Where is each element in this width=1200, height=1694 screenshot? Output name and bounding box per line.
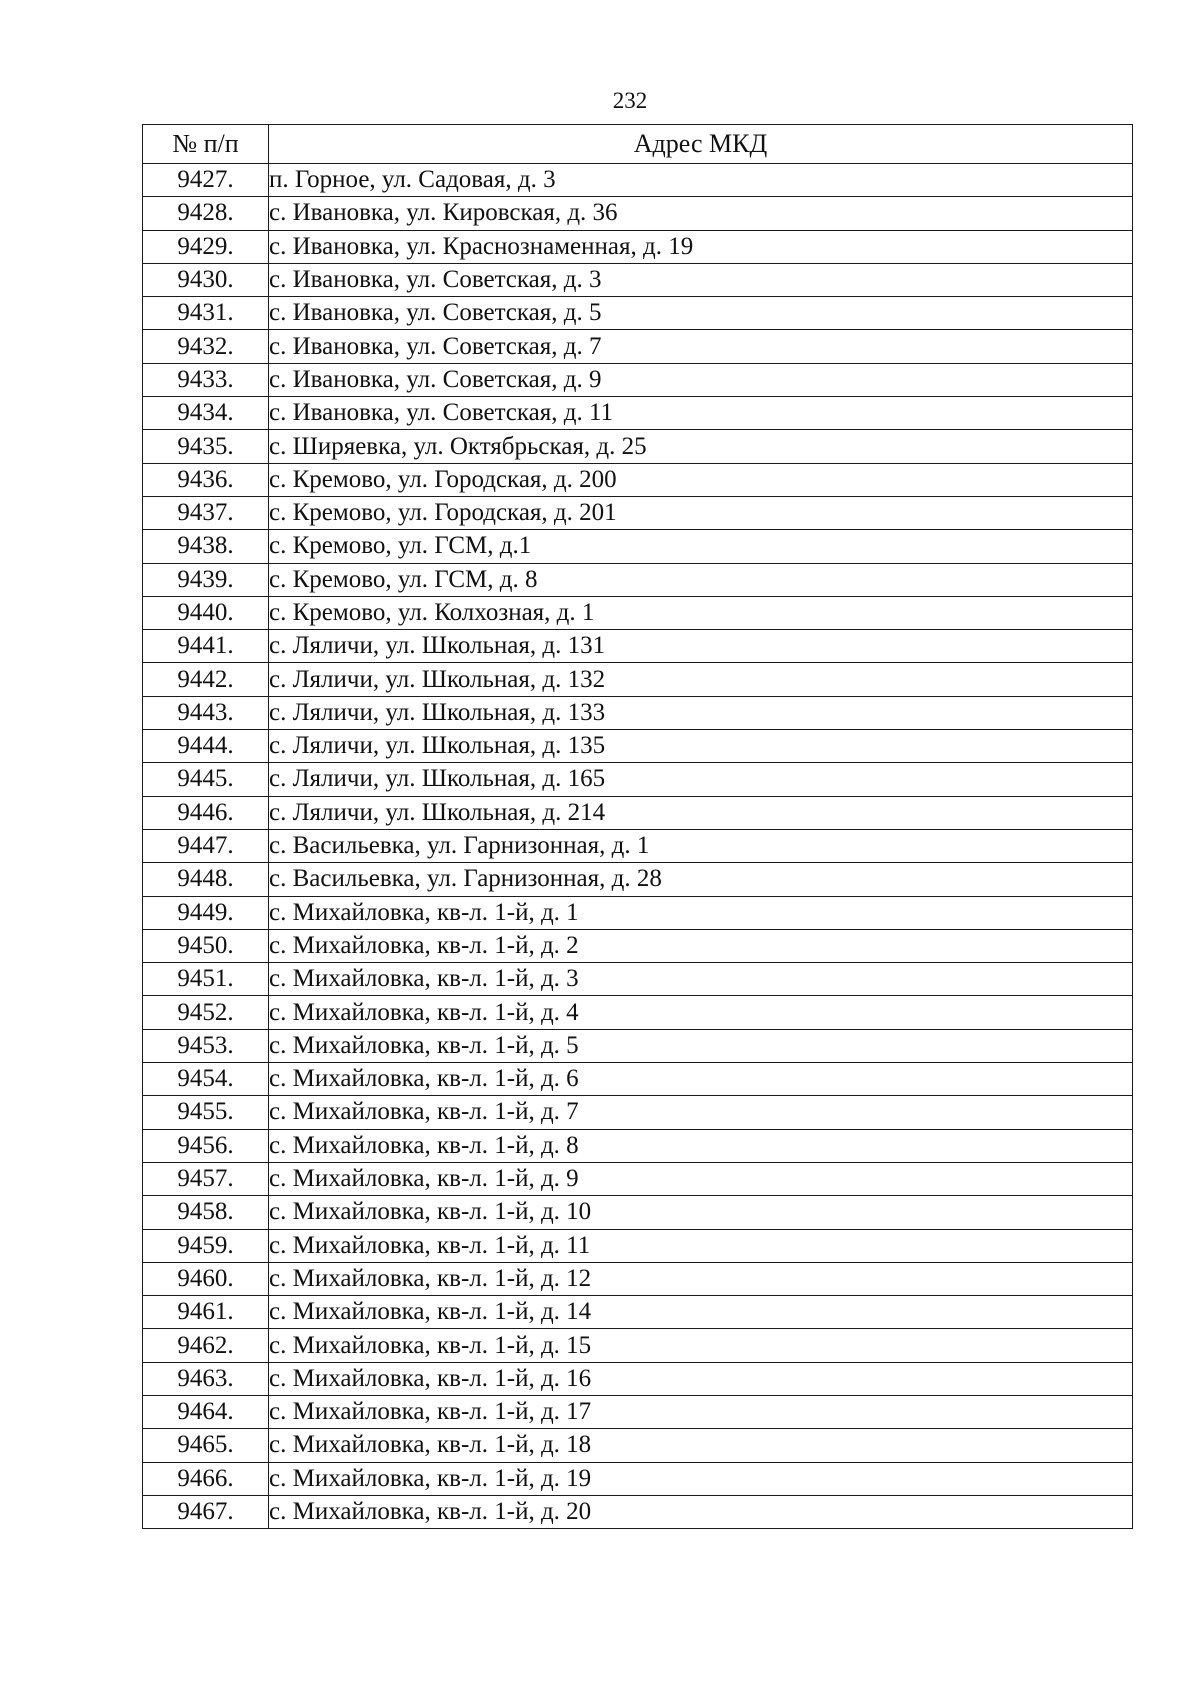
table-row [143, 496, 1133, 529]
row-address-cell: с. Михайловка, кв-л. 1-й, д. 17 [269, 1395, 1133, 1428]
row-address-cell: с. Кремово, ул. Городская, д. 201 [269, 496, 1133, 529]
row-number-cell: 9467. [143, 1495, 269, 1528]
row-number-cell: 9439. [143, 563, 269, 596]
row-address-cell: с. Ивановка, ул. Советская, д. 11 [269, 397, 1133, 430]
row-number-cell: 9427. [143, 164, 269, 197]
row-number-cell: 9442. [143, 663, 269, 696]
row-address-cell: с. Михайловка, кв-л. 1-й, д. 4 [269, 996, 1133, 1029]
row-number-cell: 9461. [143, 1296, 269, 1329]
row-number-cell: 9452. [143, 996, 269, 1029]
row-address-cell: с. Ивановка, ул. Советская, д. 5 [269, 297, 1133, 330]
header-row [143, 125, 1133, 164]
row-address-cell: с. Ляличи, ул. Школьная, д. 214 [269, 796, 1133, 829]
row-number-cell: 9443. [143, 696, 269, 729]
table-row [143, 430, 1133, 463]
table-row [143, 297, 1133, 330]
table-row [143, 929, 1133, 962]
row-number-cell: 9435. [143, 430, 269, 463]
row-address-cell: с. Кремово, ул. Городская, д. 200 [269, 463, 1133, 496]
table-row [143, 330, 1133, 363]
row-address-cell: с. Михайловка, кв-л. 1-й, д. 1 [269, 896, 1133, 929]
table-row [143, 1029, 1133, 1062]
row-number-cell: 9458. [143, 1196, 269, 1229]
table-row [143, 630, 1133, 663]
table-row [143, 1395, 1133, 1428]
row-number-cell: 9459. [143, 1229, 269, 1262]
row-address-cell: с. Михайловка, кв-л. 1-й, д. 20 [269, 1495, 1133, 1528]
row-address-cell: с. Ивановка, ул. Советская, д. 9 [269, 363, 1133, 396]
table-body [143, 164, 1133, 1529]
row-number-cell: 9433. [143, 363, 269, 396]
table-row [143, 963, 1133, 996]
table-row [143, 696, 1133, 729]
table-row [143, 263, 1133, 296]
table-row [143, 596, 1133, 629]
table-row [143, 829, 1133, 862]
row-number-cell: 9436. [143, 463, 269, 496]
table-row [143, 1462, 1133, 1495]
row-address-cell: с. Васильевка, ул. Гарнизонная, д. 1 [269, 829, 1133, 862]
table-row [143, 1129, 1133, 1162]
row-number-cell: 9447. [143, 829, 269, 862]
table-row [143, 730, 1133, 763]
header-number: № п/п [143, 125, 269, 164]
row-address-cell: с. Кремово, ул. ГСМ, д. 8 [269, 563, 1133, 596]
mkd-address-table [142, 124, 1133, 1529]
table-row [143, 1229, 1133, 1262]
table-row [143, 896, 1133, 929]
row-address-cell: с. Кремово, ул. ГСМ, д.1 [269, 530, 1133, 563]
table-row [143, 1495, 1133, 1528]
row-number-cell: 9440. [143, 596, 269, 629]
row-number-cell: 9465. [143, 1429, 269, 1462]
table-row [143, 1329, 1133, 1362]
row-address-cell: с. Ивановка, ул. Кировская, д. 36 [269, 197, 1133, 230]
row-number-cell: 9428. [143, 197, 269, 230]
row-number-cell: 9444. [143, 730, 269, 763]
table-header [143, 125, 1133, 164]
row-number-cell: 9430. [143, 263, 269, 296]
row-number-cell: 9457. [143, 1162, 269, 1195]
row-address-cell: с. Михайловка, кв-л. 1-й, д. 16 [269, 1362, 1133, 1395]
row-address-cell: с. Михайловка, кв-л. 1-й, д. 18 [269, 1429, 1133, 1462]
row-address-cell: с. Ляличи, ул. Школьная, д. 133 [269, 696, 1133, 729]
row-number-cell: 9463. [143, 1362, 269, 1395]
table-row [143, 863, 1133, 896]
table-row [143, 164, 1133, 197]
row-address-cell: с. Михайловка, кв-л. 1-й, д. 7 [269, 1096, 1133, 1129]
row-number-cell: 9431. [143, 297, 269, 330]
row-address-cell: с. Михайловка, кв-л. 1-й, д. 8 [269, 1129, 1133, 1162]
row-number-cell: 9453. [143, 1029, 269, 1062]
row-number-cell: 9454. [143, 1063, 269, 1096]
row-address-cell: п. Горное, ул. Садовая, д. 3 [269, 164, 1133, 197]
table-row [143, 363, 1133, 396]
table-row [143, 1362, 1133, 1395]
table-row [143, 1096, 1133, 1129]
row-number-cell: 9449. [143, 896, 269, 929]
row-address-cell: с. Ширяевка, ул. Октябрьская, д. 25 [269, 430, 1133, 463]
row-address-cell: с. Ляличи, ул. Школьная, д. 132 [269, 663, 1133, 696]
row-number-cell: 9448. [143, 863, 269, 896]
row-address-cell: с. Михайловка, кв-л. 1-й, д. 9 [269, 1162, 1133, 1195]
row-address-cell: с. Михайловка, кв-л. 1-й, д. 2 [269, 929, 1133, 962]
table-row [143, 1262, 1133, 1295]
row-number-cell: 9446. [143, 796, 269, 829]
row-address-cell: с. Михайловка, кв-л. 1-й, д. 11 [269, 1229, 1133, 1262]
row-address-cell: с. Михайловка, кв-л. 1-й, д. 14 [269, 1296, 1133, 1329]
row-number-cell: 9432. [143, 330, 269, 363]
row-number-cell: 9466. [143, 1462, 269, 1495]
row-address-cell: с. Ляличи, ул. Школьная, д. 135 [269, 730, 1133, 763]
table-row [143, 1429, 1133, 1462]
row-number-cell: 9462. [143, 1329, 269, 1362]
row-number-cell: 9441. [143, 630, 269, 663]
row-number-cell: 9434. [143, 397, 269, 430]
row-address-cell: с. Васильевка, ул. Гарнизонная, д. 28 [269, 863, 1133, 896]
row-number-cell: 9429. [143, 230, 269, 263]
row-number-cell: 9438. [143, 530, 269, 563]
row-address-cell: с. Михайловка, кв-л. 1-й, д. 10 [269, 1196, 1133, 1229]
row-address-cell: с. Ляличи, ул. Школьная, д. 131 [269, 630, 1133, 663]
row-address-cell: с. Михайловка, кв-л. 1-й, д. 6 [269, 1063, 1133, 1096]
row-number-cell: 9445. [143, 763, 269, 796]
table-row [143, 1162, 1133, 1195]
row-address-cell: с. Ляличи, ул. Школьная, д. 165 [269, 763, 1133, 796]
table-row [143, 230, 1133, 263]
row-number-cell: 9437. [143, 496, 269, 529]
row-number-cell: 9451. [143, 963, 269, 996]
row-address-cell: с. Ивановка, ул. Краснознаменная, д. 19 [269, 230, 1133, 263]
table-row [143, 197, 1133, 230]
row-number-cell: 9456. [143, 1129, 269, 1162]
table-row [143, 763, 1133, 796]
table-row [143, 996, 1133, 1029]
row-number-cell: 9460. [143, 1262, 269, 1295]
row-address-cell: с. Михайловка, кв-л. 1-й, д. 3 [269, 963, 1133, 996]
table-row [143, 397, 1133, 430]
page-number: 232 [612, 88, 648, 113]
row-number-cell: 9464. [143, 1395, 269, 1428]
row-address-cell: с. Ивановка, ул. Советская, д. 7 [269, 330, 1133, 363]
row-address-cell: с. Михайловка, кв-л. 1-й, д. 12 [269, 1262, 1133, 1295]
table-row [143, 1196, 1133, 1229]
table-row [143, 1063, 1133, 1096]
table-row [143, 563, 1133, 596]
table-row [143, 530, 1133, 563]
row-address-cell: с. Михайловка, кв-л. 1-й, д. 5 [269, 1029, 1133, 1062]
row-address-cell: с. Михайловка, кв-л. 1-й, д. 19 [269, 1462, 1133, 1495]
header-address: Адрес МКД [269, 125, 1133, 164]
table-row [143, 663, 1133, 696]
row-number-cell: 9450. [143, 929, 269, 962]
table-row [143, 796, 1133, 829]
row-address-cell: с. Ивановка, ул. Советская, д. 3 [269, 263, 1133, 296]
row-address-cell: с. Кремово, ул. Колхозная, д. 1 [269, 596, 1133, 629]
table-row [143, 1296, 1133, 1329]
row-address-cell: с. Михайловка, кв-л. 1-й, д. 15 [269, 1329, 1133, 1362]
row-number-cell: 9455. [143, 1096, 269, 1129]
table-row [143, 463, 1133, 496]
